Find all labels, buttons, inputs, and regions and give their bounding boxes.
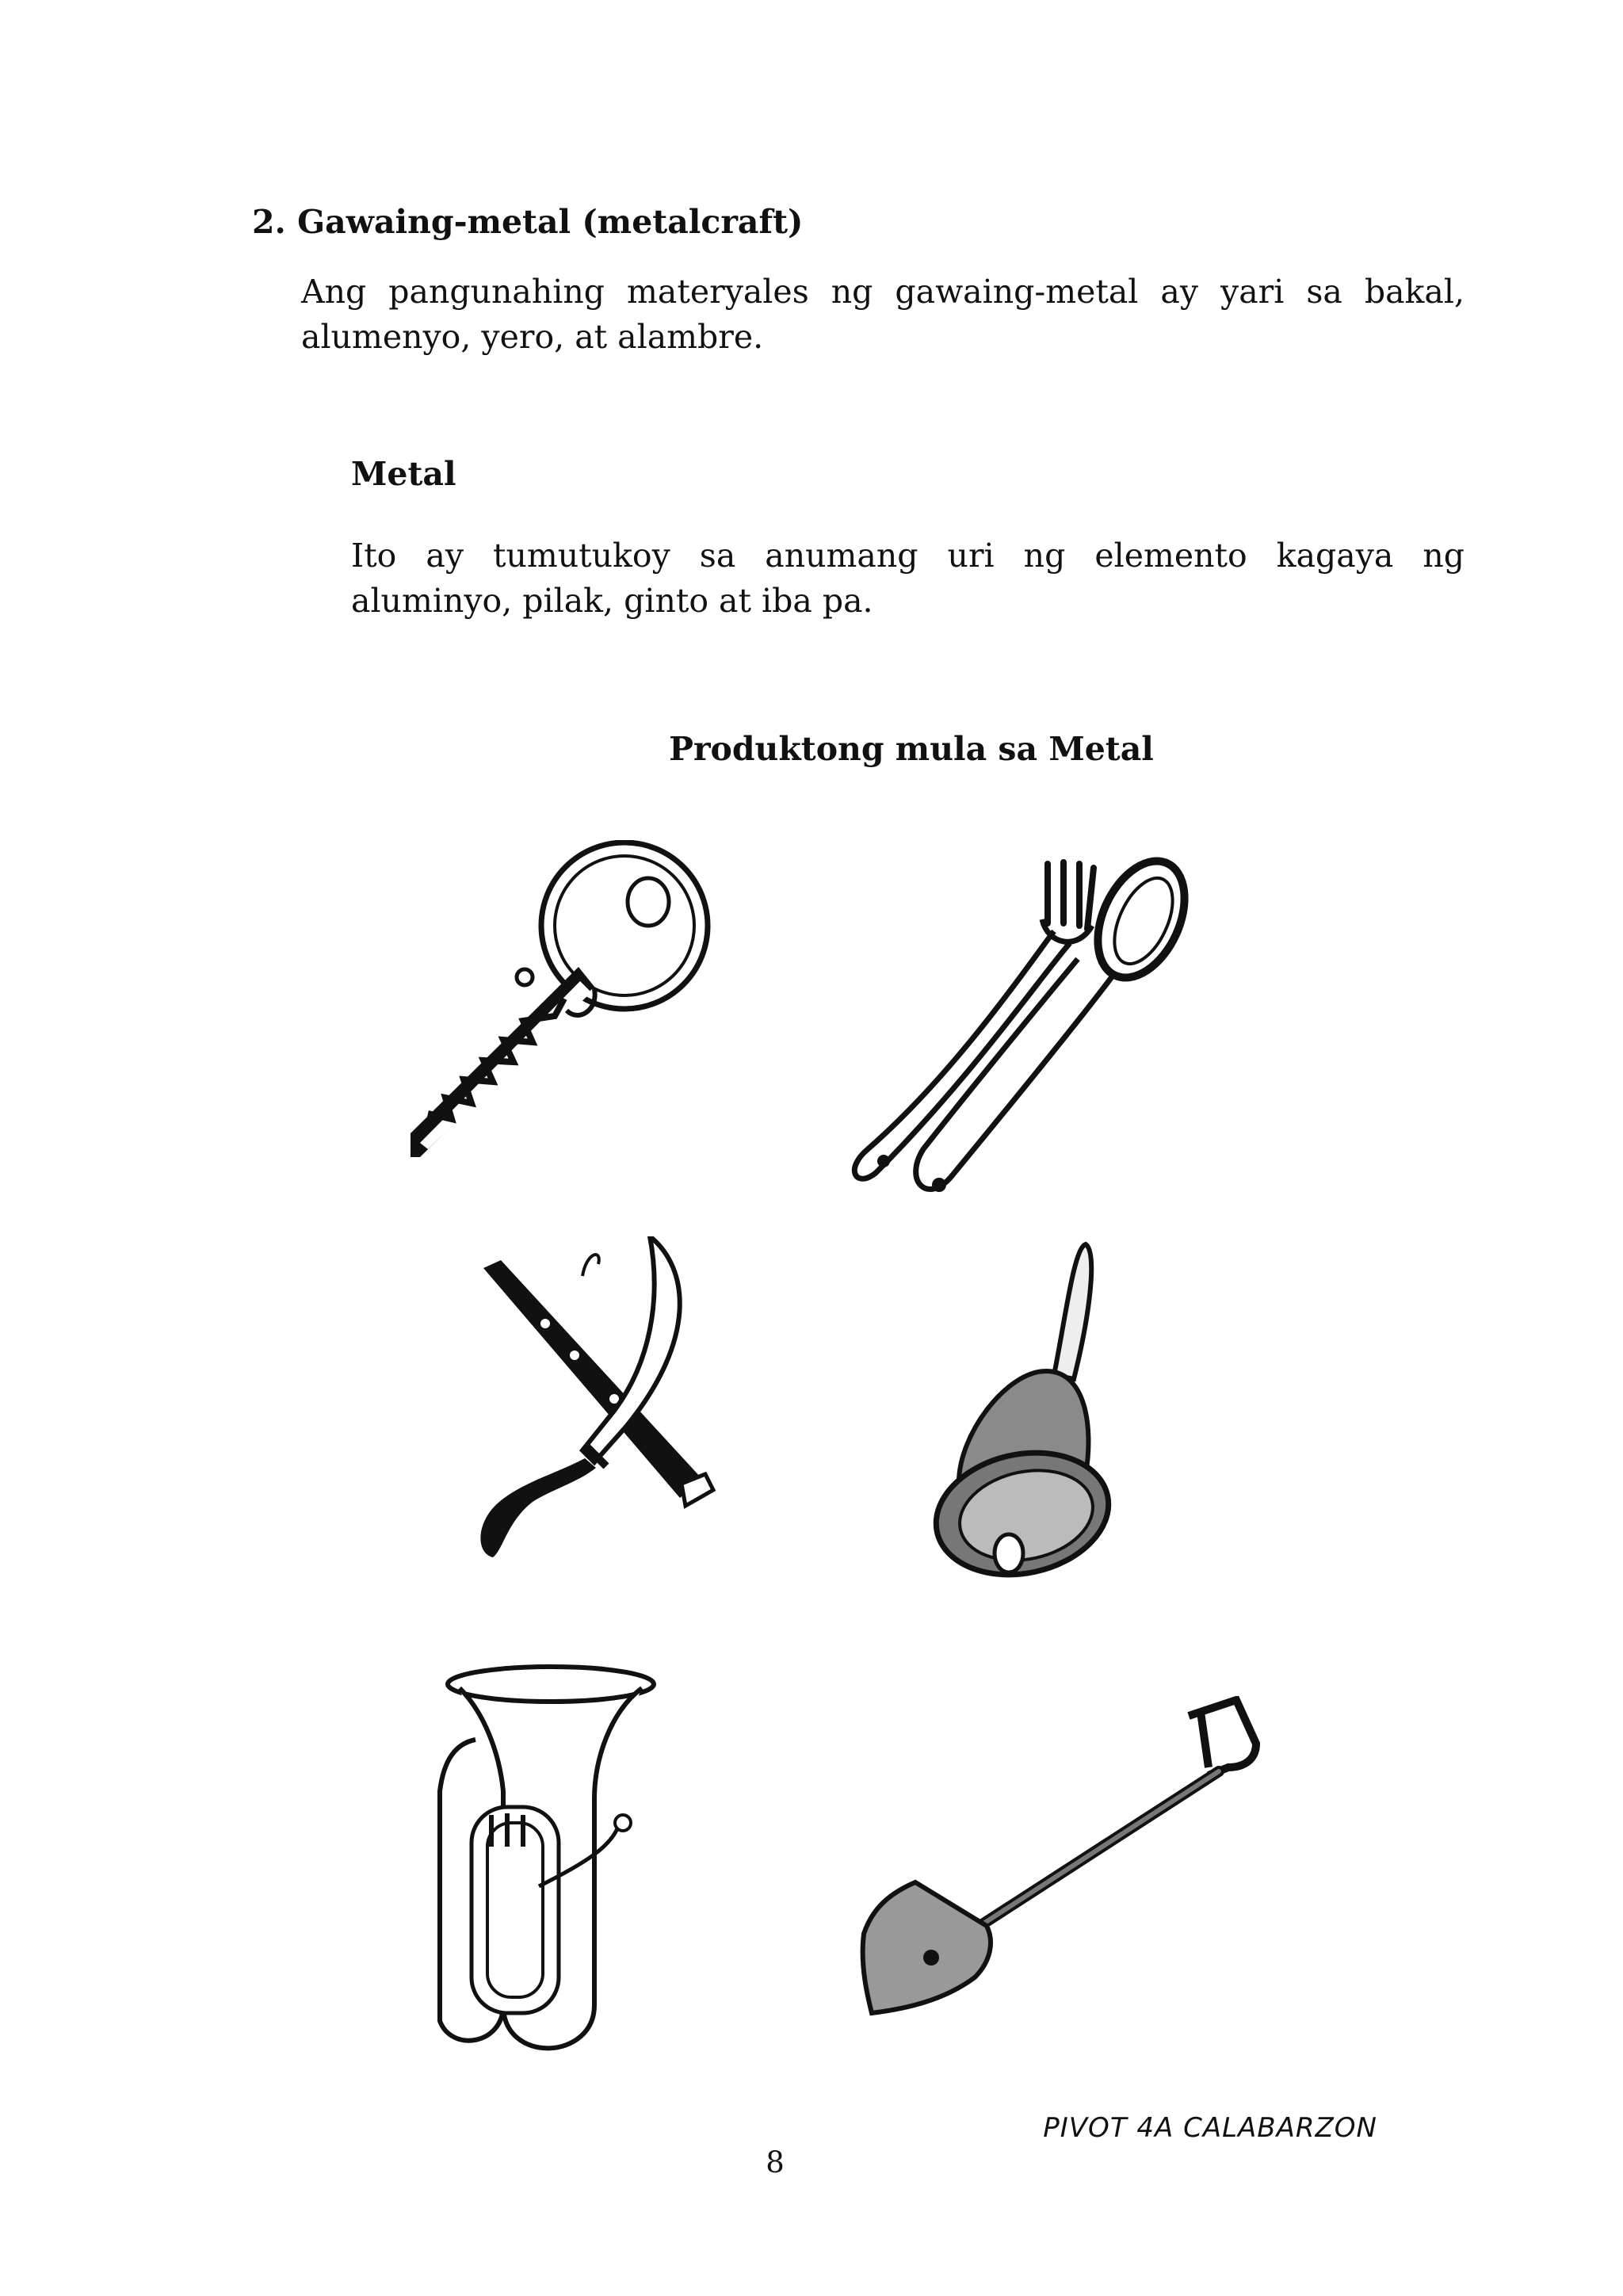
section-paragraph: Ang pangunahing materyales ng gawaing-metal ay yari sa bakal, alumenyo, yero, at alambre. <box>301 273 1465 356</box>
definition-text: Ito ay tumutukoy sa anumang uri ng elemento kagaya ng aluminyo, pilak, ginto at iba pa. <box>351 537 1465 620</box>
section-heading: 2. Gawaing-metal (metalcraft) <box>252 203 804 241</box>
key-icon <box>396 840 729 1173</box>
fork-and-spoon-icon <box>840 856 1212 1221</box>
definition-term: Metal <box>351 455 456 493</box>
footer-brand: PIVOT 4A CALABARZON <box>1043 2112 1377 2144</box>
page-number: 8 <box>766 2145 785 2179</box>
bolo-knife-icon <box>444 1236 737 1569</box>
tuba-icon <box>428 1664 682 2076</box>
shovel-icon <box>856 1696 1268 2029</box>
hand-bell-icon <box>927 1236 1117 1617</box>
gallery-title: Produktong mula sa Metal <box>669 730 1154 768</box>
